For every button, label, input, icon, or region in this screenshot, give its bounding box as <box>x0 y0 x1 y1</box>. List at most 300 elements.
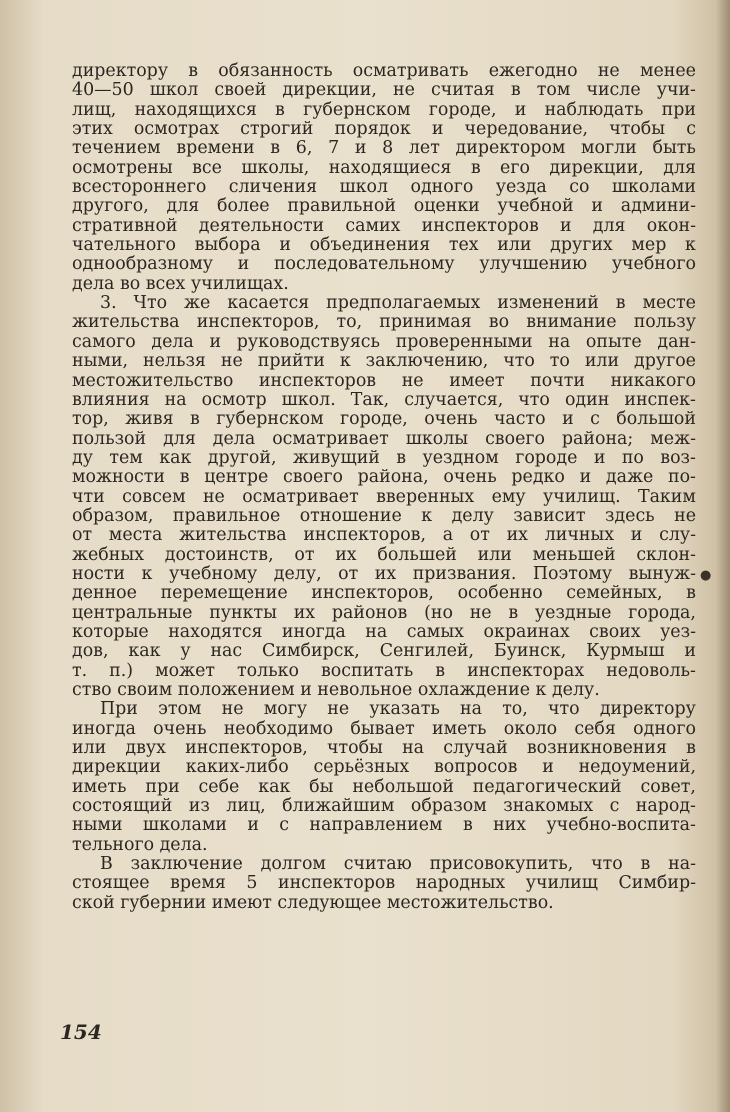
word: чередование, <box>464 119 589 140</box>
word: дирекции <box>72 757 161 778</box>
word: бывает <box>350 718 415 739</box>
word: ду <box>72 447 93 468</box>
word: необходимо <box>223 718 334 739</box>
word: очень <box>443 467 497 488</box>
word: в <box>435 660 446 681</box>
word: же <box>184 293 211 314</box>
word: с <box>279 815 290 836</box>
word: для <box>663 157 696 178</box>
word: предполагаемых <box>326 293 481 314</box>
word: ближайшим <box>282 796 395 817</box>
text-line <box>72 197 696 216</box>
word: места <box>108 525 163 546</box>
word: личных <box>544 525 615 546</box>
word: и <box>562 409 574 430</box>
page-edge-shadow <box>716 0 730 1112</box>
text-line <box>72 236 696 255</box>
word: достоинств, <box>164 544 274 565</box>
word: города, <box>628 602 696 623</box>
text-line: дела во всех училищах. <box>72 273 289 294</box>
word: правильной <box>287 196 396 217</box>
word: себя <box>574 718 616 739</box>
word: жительства <box>179 525 287 546</box>
word: серьёзных <box>313 757 410 778</box>
word: Сенгилей, <box>379 641 475 662</box>
word: тех <box>448 235 479 256</box>
word: делу <box>451 505 494 526</box>
word: не <box>392 80 415 101</box>
word: всестороннего <box>72 177 207 198</box>
word: училищ. <box>542 486 621 507</box>
word: с <box>686 119 696 140</box>
word: этих <box>72 119 113 140</box>
word: губернском <box>216 409 324 430</box>
word: вопросов <box>433 757 518 778</box>
word: пользу <box>633 312 696 333</box>
word: считаю <box>343 854 412 875</box>
word: района, <box>357 467 429 488</box>
word: что <box>548 699 580 720</box>
word: на <box>164 389 187 410</box>
word: своего <box>283 467 343 488</box>
word: и <box>559 215 572 236</box>
word: школами <box>611 177 696 198</box>
text-line: ской губернии имеют следующее местожительство. <box>72 892 554 913</box>
text-line <box>72 584 696 603</box>
word: инспекторов, <box>311 583 434 604</box>
word: образом, <box>72 505 154 526</box>
word: как <box>258 776 291 797</box>
word: и <box>279 235 291 256</box>
text-line <box>72 758 696 777</box>
word: двух <box>125 738 166 759</box>
word: от <box>469 525 490 546</box>
word: ными <box>72 815 123 836</box>
word: и <box>247 815 259 836</box>
body-text <box>72 62 696 913</box>
word: прийти <box>257 351 325 372</box>
word: от <box>72 525 93 546</box>
word: строгий <box>240 119 314 140</box>
word: находящихся <box>134 99 257 120</box>
word: инспекторов <box>278 873 396 894</box>
word: в <box>640 854 651 875</box>
word: влияния <box>72 389 150 410</box>
word: дан- <box>657 331 696 352</box>
word: Поэтому <box>532 563 613 584</box>
word: очень <box>153 718 207 739</box>
text-line <box>72 623 696 642</box>
word: инспекторов <box>258 370 377 391</box>
word: одного <box>410 177 474 198</box>
word: и <box>591 196 603 217</box>
word: пользой <box>72 428 147 449</box>
word: зависит <box>513 505 586 526</box>
word: денное <box>72 583 137 604</box>
word: одного <box>633 718 696 739</box>
word: от <box>338 563 359 584</box>
word: принимая <box>379 312 472 333</box>
word: учи- <box>656 80 696 101</box>
word: их <box>293 602 316 623</box>
word: 7 <box>328 138 340 159</box>
word: уез- <box>660 621 696 642</box>
word: меж- <box>650 428 696 449</box>
text-line <box>72 797 696 816</box>
word: школ. <box>281 389 336 410</box>
word: школ <box>149 80 199 101</box>
text-line <box>72 255 696 274</box>
word: городе <box>515 447 578 468</box>
text-line <box>72 120 696 139</box>
word: и <box>630 525 643 546</box>
word: самих <box>345 215 401 236</box>
text-line <box>72 507 696 526</box>
word: возникновения <box>526 738 667 759</box>
word: время <box>170 873 226 894</box>
word: школами <box>142 815 227 836</box>
word: их <box>506 525 528 546</box>
word: как <box>159 447 192 468</box>
word: дела <box>212 428 256 449</box>
word: осматривать <box>352 61 469 81</box>
word: осмотрены <box>72 157 173 178</box>
word: каких-либо <box>185 757 289 778</box>
word: тем <box>109 447 143 468</box>
word: директору <box>72 61 169 81</box>
word: вверенных <box>376 486 475 507</box>
word: губернском <box>303 99 411 120</box>
word: лищ, <box>72 99 117 120</box>
word: около <box>503 718 558 739</box>
text-line <box>72 217 696 236</box>
word: большой <box>616 409 696 430</box>
word: городе, <box>340 409 408 430</box>
word: училищ <box>525 873 598 894</box>
word: инспекторах <box>467 660 585 681</box>
word: их <box>335 544 357 565</box>
word: не <box>401 370 424 391</box>
word: присовокупить, <box>429 854 574 875</box>
word: осматривает <box>242 486 359 507</box>
text-line <box>72 391 696 410</box>
word: в <box>275 99 285 120</box>
word: другой, <box>207 447 277 468</box>
word: долгом <box>260 854 326 875</box>
word: центральные <box>72 602 193 623</box>
word: совет, <box>640 776 696 797</box>
word: дирекции, <box>549 157 644 178</box>
word: Таким <box>637 486 696 507</box>
text-line <box>72 313 696 332</box>
word: имеет <box>449 370 505 391</box>
word: школы, <box>241 157 310 178</box>
text-line <box>72 488 696 507</box>
word: учебного <box>611 254 696 275</box>
word: на- <box>668 854 696 875</box>
word: можности <box>72 467 166 488</box>
word: иногда <box>72 718 136 739</box>
word: изменений <box>497 293 599 314</box>
word: деятельности <box>198 215 325 236</box>
word: Симбирск, <box>262 641 360 662</box>
word: на <box>548 331 571 352</box>
text-line <box>72 139 696 158</box>
word: улучшению <box>479 254 588 275</box>
word: стративной <box>72 215 178 236</box>
word: самых <box>406 621 464 642</box>
word: инспекторов <box>421 215 539 236</box>
word: другого, <box>72 196 149 217</box>
word: делу, <box>273 563 322 584</box>
word: центре <box>204 467 269 488</box>
word: находятся <box>168 621 263 642</box>
word: нельзя <box>143 351 206 372</box>
word: с <box>609 796 620 817</box>
word: совсем <box>122 486 186 507</box>
word: районов <box>331 602 408 623</box>
word: в <box>686 738 696 759</box>
text-line <box>72 62 696 81</box>
word: учебному <box>168 563 258 584</box>
word: этом <box>158 699 202 720</box>
word: недоволь- <box>606 660 696 681</box>
word: дов, <box>72 641 109 662</box>
word: быть <box>652 138 696 159</box>
word: знакомых <box>503 796 594 817</box>
text-line <box>72 294 696 313</box>
word: для <box>163 428 196 449</box>
word: в <box>510 80 521 101</box>
word: небольшой <box>352 776 454 797</box>
word: к <box>421 505 433 526</box>
word: времени <box>176 138 255 159</box>
word: лиц, <box>226 796 266 817</box>
word: своей <box>214 80 267 101</box>
word: в <box>508 602 519 623</box>
word: а <box>442 525 454 546</box>
word: и <box>431 119 444 140</box>
word: при <box>661 99 696 120</box>
text-line <box>72 372 696 391</box>
word: п.) <box>109 660 134 681</box>
word: в <box>270 138 281 159</box>
word: стоящее <box>72 873 150 894</box>
word: могу <box>263 699 308 720</box>
word: 8 <box>382 138 394 159</box>
word: месте <box>642 293 696 314</box>
word: них <box>493 815 527 836</box>
word: Курмыш <box>586 641 665 662</box>
word: что <box>591 854 623 875</box>
word: не <box>674 505 696 526</box>
word: бы <box>309 776 334 797</box>
word: народных <box>415 873 506 894</box>
word: опыте <box>585 331 642 352</box>
word: более <box>217 196 270 217</box>
word: самого <box>72 331 136 352</box>
word: жительства <box>72 312 180 333</box>
text-line <box>72 430 696 449</box>
word: дирекции, <box>282 80 377 101</box>
word: Симбир- <box>618 873 696 894</box>
word: и <box>579 467 592 488</box>
word: к <box>141 563 153 584</box>
word: и <box>209 331 222 352</box>
word: случай <box>443 738 508 759</box>
word: случается, <box>404 389 504 410</box>
word: один <box>564 389 610 410</box>
word: на <box>460 699 482 720</box>
word: воз- <box>660 447 696 468</box>
word: Буинск, <box>493 641 567 662</box>
text-line <box>72 700 696 719</box>
text-line <box>72 526 696 545</box>
word: директору <box>599 699 696 720</box>
word: чти <box>72 486 105 507</box>
word: школ <box>339 177 389 198</box>
word: заключению, <box>365 351 489 372</box>
word: В <box>100 854 113 875</box>
word: часто <box>493 409 546 430</box>
word: что <box>518 389 550 410</box>
word: местожительство <box>72 370 234 391</box>
word: админи- <box>620 196 696 217</box>
text-line: тельного дела. <box>72 834 208 855</box>
word: в <box>470 157 481 178</box>
word: то <box>549 351 570 372</box>
word: в <box>686 583 696 604</box>
word: недоумений, <box>578 757 696 778</box>
word: к <box>339 351 351 372</box>
text-line <box>72 816 696 835</box>
word: городе, <box>428 99 497 120</box>
word: или <box>497 235 532 256</box>
word: При <box>100 699 138 720</box>
word: окон- <box>646 215 696 236</box>
word: семейных, <box>566 583 663 604</box>
word: себе <box>198 776 240 797</box>
word: в <box>396 447 407 468</box>
word: как <box>128 641 161 662</box>
word: иметь <box>432 718 487 739</box>
word: 5 <box>246 873 258 894</box>
text-line <box>72 468 696 487</box>
word: последовательному <box>273 254 455 275</box>
word: выбора <box>194 235 261 256</box>
word: директором <box>455 138 566 159</box>
word: заключение <box>130 854 243 875</box>
word: жебных <box>72 544 144 565</box>
word: и <box>354 138 367 159</box>
word: чтобы <box>609 119 666 140</box>
word: на <box>402 738 425 759</box>
text-line <box>72 449 696 468</box>
word: считая <box>430 80 495 101</box>
word: в <box>462 815 473 836</box>
word: почти <box>530 370 585 391</box>
word: только <box>237 660 299 681</box>
word: не <box>220 351 243 372</box>
word: находящиеся <box>328 157 452 178</box>
word: для <box>592 215 626 236</box>
word: инспекторов, <box>303 525 426 546</box>
word: учебно-воспита- <box>546 815 696 836</box>
text-line <box>72 642 696 661</box>
text-line <box>72 565 696 584</box>
word: вынуж- <box>628 563 696 584</box>
word: от <box>294 544 315 565</box>
word: все <box>192 157 222 178</box>
word: (но <box>424 602 453 623</box>
word: у <box>180 641 191 662</box>
word: ными, <box>72 351 129 372</box>
word: здесь <box>604 505 655 526</box>
margin-mark: ● <box>700 568 712 583</box>
word: касается <box>227 293 310 314</box>
text-line <box>72 178 696 197</box>
word: из <box>188 796 210 817</box>
word: могли <box>581 138 637 159</box>
word: что <box>503 351 535 372</box>
word: иметь <box>72 776 127 797</box>
word: отношение <box>299 505 402 526</box>
word: порядок <box>334 119 411 140</box>
text-line <box>72 333 696 352</box>
word: пункты <box>209 602 277 623</box>
text-line <box>72 352 696 371</box>
word: проверенными <box>395 331 533 352</box>
word: ности <box>72 563 126 584</box>
word: сличения <box>228 177 318 198</box>
word: в <box>189 409 200 430</box>
word: нас <box>210 641 243 662</box>
word: даже <box>605 467 654 488</box>
word: правильное <box>172 505 281 526</box>
word: большей <box>377 544 457 565</box>
word: склон- <box>636 544 696 565</box>
word: очень <box>424 409 478 430</box>
word: объединения <box>309 235 431 256</box>
word: никакого <box>610 370 696 391</box>
text-line <box>72 855 696 874</box>
word: оценки <box>413 196 480 217</box>
word: слу- <box>659 525 696 546</box>
word: инспекторов, <box>185 738 308 759</box>
text-line <box>72 720 696 739</box>
word: и <box>514 99 527 120</box>
word: 3. <box>100 293 117 314</box>
word: 40—50 <box>72 80 134 101</box>
word: инспек- <box>624 389 696 410</box>
word: ежегодно <box>488 61 578 81</box>
word: т. <box>72 660 88 681</box>
word: уездном <box>422 447 499 468</box>
word: том <box>536 80 571 101</box>
text-line <box>72 604 696 623</box>
word: в <box>188 61 199 81</box>
word: мер <box>631 235 667 256</box>
word: иногда <box>281 621 346 642</box>
word: по <box>621 447 644 468</box>
word: на <box>365 621 388 642</box>
word: редко <box>511 467 565 488</box>
word: указать <box>369 699 440 720</box>
word: окраинах <box>483 621 570 642</box>
word: со <box>569 177 590 198</box>
text-line <box>72 739 696 758</box>
word: воспитать <box>321 660 414 681</box>
